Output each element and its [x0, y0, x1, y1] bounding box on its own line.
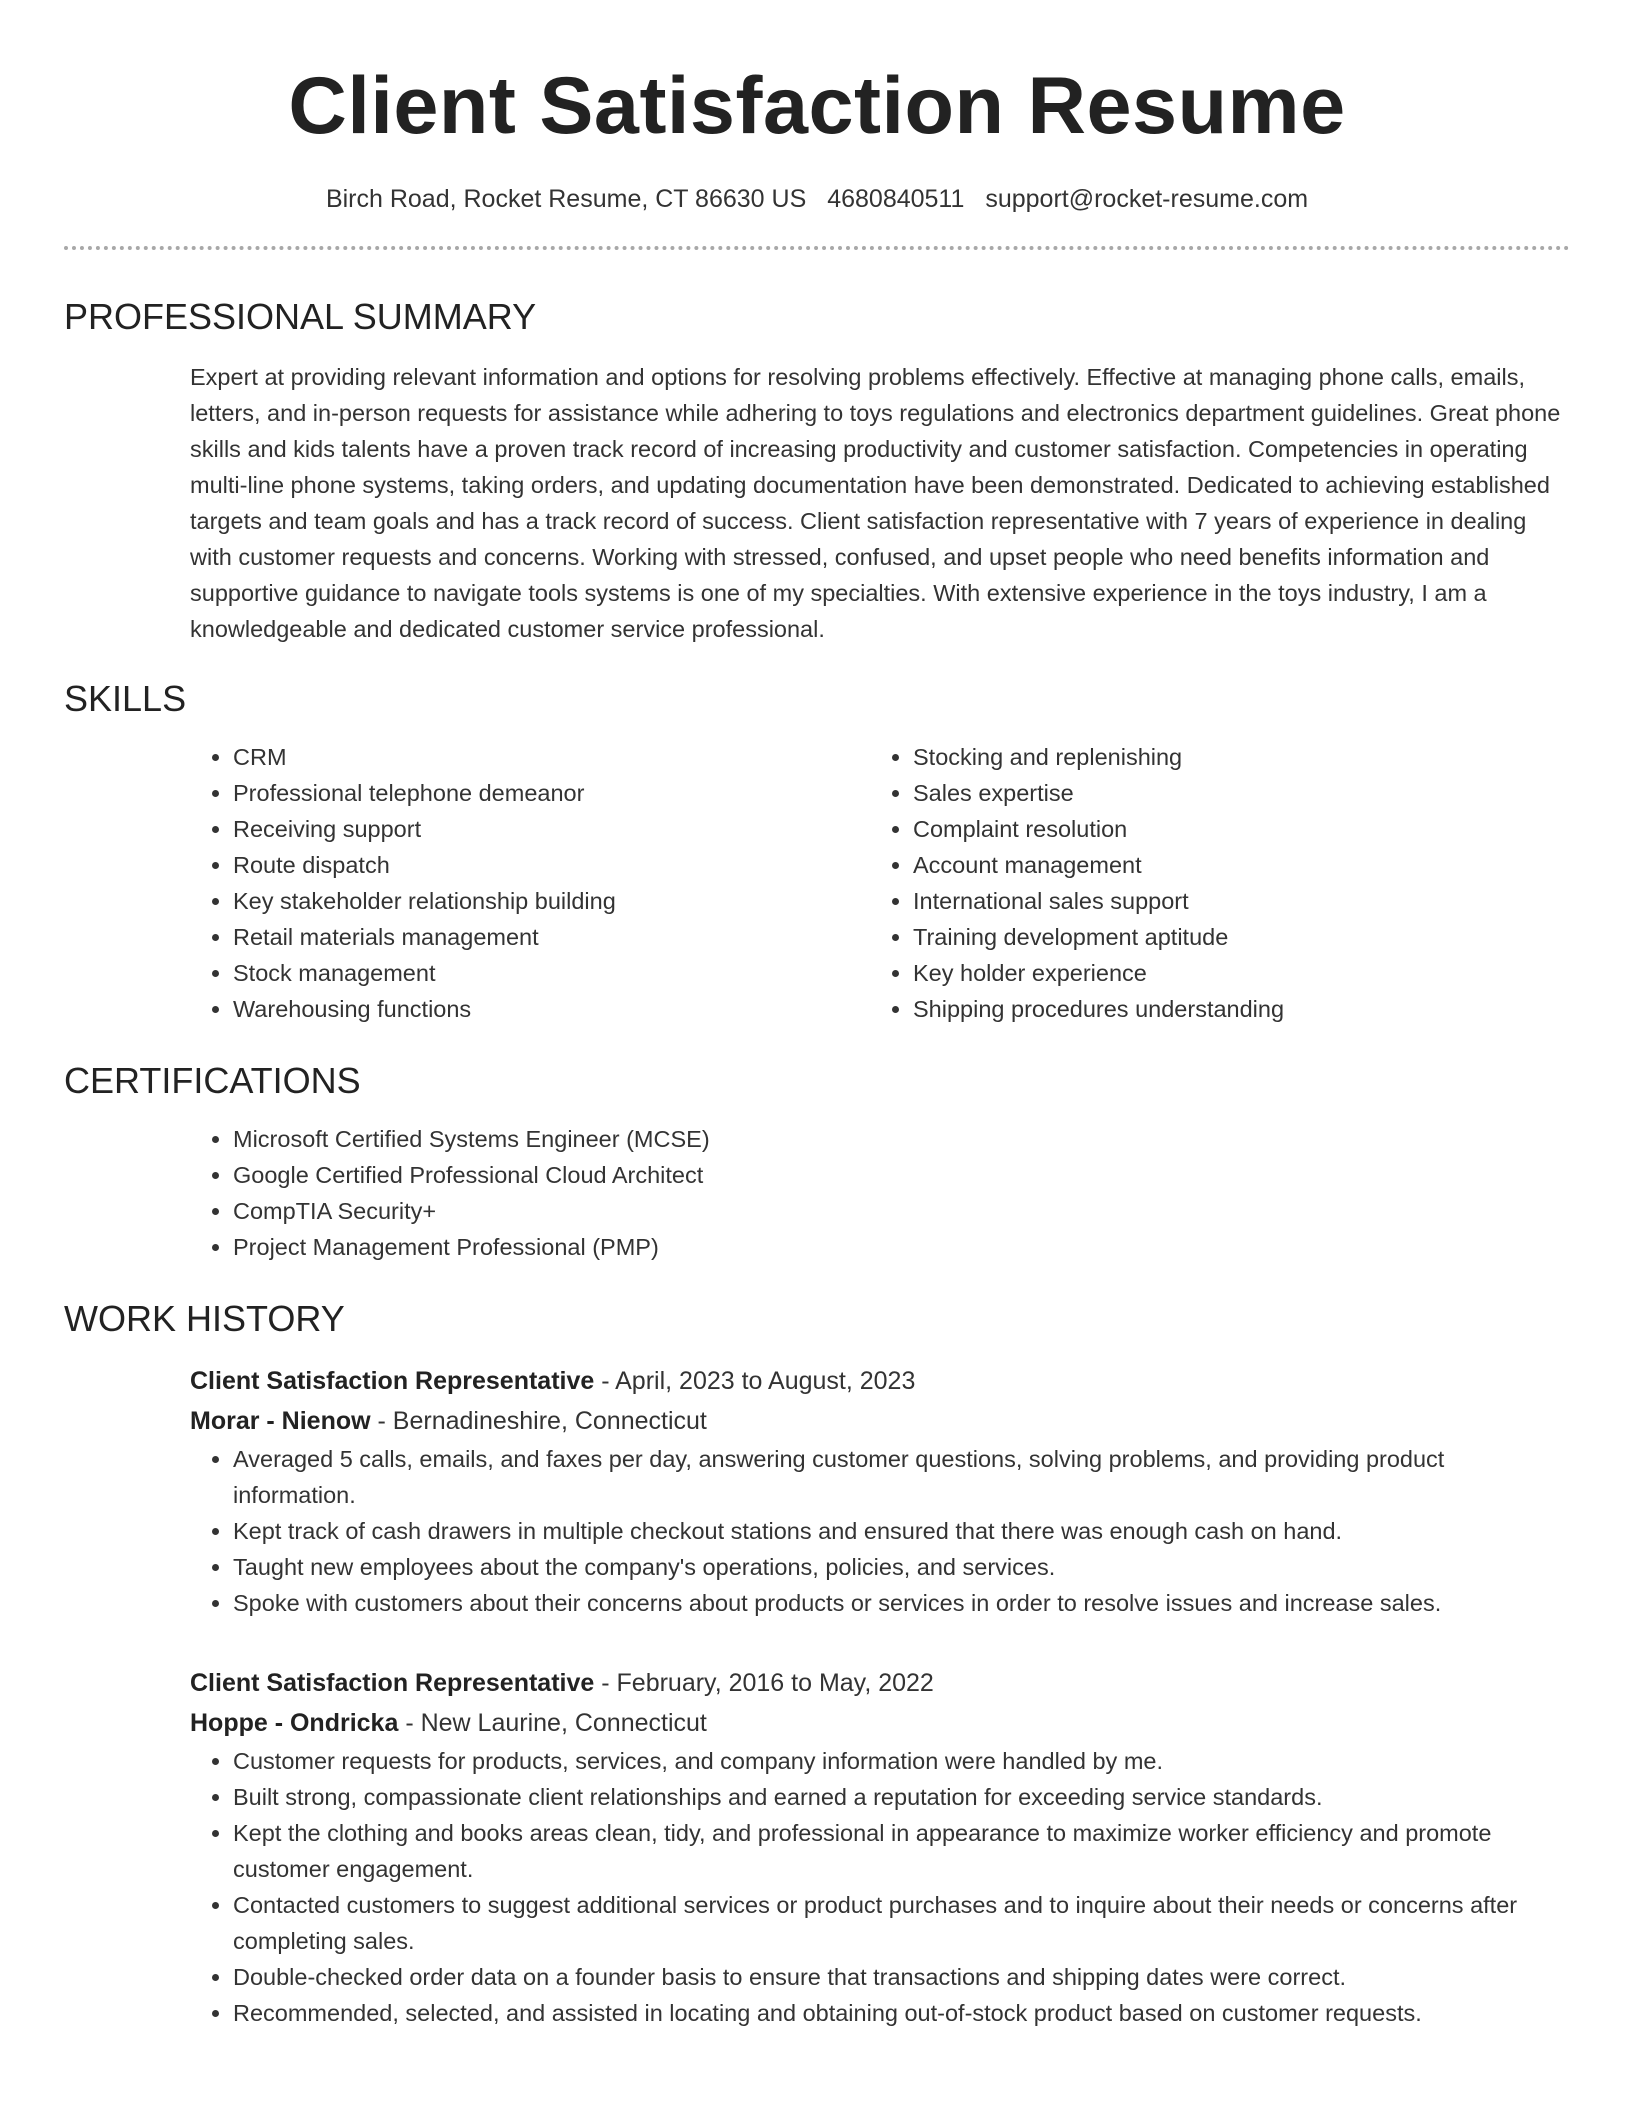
skill-item: • Complaint resolution	[913, 811, 1550, 847]
skill-item: • Training development aptitude	[913, 919, 1550, 955]
skill-item: • Shipping procedures understanding	[913, 991, 1550, 1027]
skill-item: • Professional telephone demeanor	[233, 775, 870, 811]
certifications-list	[190, 1121, 1570, 1265]
skill-item: • Stocking and replenishing	[913, 739, 1550, 775]
certifications-heading: CERTIFICATIONS	[64, 1060, 361, 1101]
job-company: Morar - Nienow	[190, 1407, 371, 1435]
skill-item: • International sales support	[913, 883, 1550, 919]
work-history-heading: WORK HISTORY	[64, 1298, 345, 1339]
certification-item: • Project Management Professional (PMP)	[233, 1229, 1570, 1265]
skill-item: • Key stakeholder relationship building	[233, 883, 870, 919]
certification-item: • Google Certified Professional Cloud Architect	[233, 1157, 1570, 1193]
job-title-line	[190, 1663, 1570, 1703]
job-bullet: • Averaged 5 calls, emails, and faxes per day, answering customer questions, solving problems, and providing product information.	[233, 1441, 1570, 1513]
certification-item: • Microsoft Certified Systems Engineer (MCSE)	[233, 1121, 1570, 1157]
skill-item: • Sales expertise	[913, 775, 1550, 811]
job-company: Hoppe - Ondricka	[190, 1709, 399, 1737]
job-bullet: • Kept track of cash drawers in multiple checkout stations and ensured that there was enough cash on hand.	[233, 1513, 1570, 1549]
job-bullet: • Built strong, compassionate client relationships and earned a reputation for exceeding service standards.	[233, 1779, 1570, 1815]
job-bullet: • Kept the clothing and books areas clean, tidy, and professional in appearance to maximize worker efficiency and promote customer engagement.	[233, 1815, 1570, 1887]
job-location: - New Laurine, Connecticut	[398, 1709, 707, 1737]
skills-column-left	[190, 739, 870, 1027]
job-title: Client Satisfaction Representative	[190, 1669, 595, 1697]
summary-heading: PROFESSIONAL SUMMARY	[64, 296, 537, 337]
summary-text: Expert at providing relevant information and options for resolving problems effectively. Effective at managing phone calls, emails, letters, and in-person requests for assistance while adhering to toys regulations and electronics department guidelines. Great phone skills and kids talents have a proven track record of increasing productivity and customer satisfaction. Competencies in operating multi-line phone systems, taking orders, and updating documentation have been demonstrated. Dedicated to achieving established targets and team goals and has a track record of success. Client satisfaction representative with 7 years of experience in dealing with customer requests and concerns. Working with stressed, confused, and upset people who need benefits information and supportive guidance to navigate tools systems is one of my specialties. With extensive experience in the toys industry, I am a knowledgeable and dedicated customer service professional.	[190, 364, 1561, 642]
certification-item: • CompTIA Security+	[233, 1193, 1570, 1229]
skill-item: • Retail materials management	[233, 919, 870, 955]
job-bullets	[190, 1743, 1570, 2031]
job-dates: - February, 2016 to May, 2022	[594, 1669, 934, 1697]
skills-list-left	[190, 739, 870, 1027]
job-bullet: • Contacted customers to suggest additional services or product purchases and to inquire about their needs or concerns after completing sales.	[233, 1887, 1570, 1959]
skills-column-right	[870, 739, 1550, 1027]
skill-item: • CRM	[233, 739, 870, 775]
certifications-block	[190, 1121, 1570, 1265]
job-location: - Bernadineshire, Connecticut	[370, 1407, 707, 1435]
contact-line	[64, 182, 1570, 216]
job-company-line	[190, 1401, 1570, 1441]
job-title: Client Satisfaction Representative	[190, 1367, 595, 1395]
contact-phone: 4680840511	[827, 185, 965, 213]
skills-heading: SKILLS	[64, 678, 187, 719]
skill-item: • Receiving support	[233, 811, 870, 847]
job-bullet: • Recommended, selected, and assisted in locating and obtaining out-of-stock product based on customer requests.	[233, 1995, 1570, 2031]
header-divider	[64, 246, 1570, 250]
skill-item: • Warehousing functions	[233, 991, 870, 1027]
skills-list-right	[870, 739, 1550, 1027]
resume-title: Client Satisfaction Resume	[288, 61, 1346, 151]
contact-email: support@rocket-resume.com	[985, 185, 1309, 213]
job-entry	[190, 1663, 1570, 2031]
job-bullet: • Double-checked order data on a founder basis to ensure that transactions and shipping dates were correct.	[233, 1959, 1570, 1995]
job-bullet: • Spoke with customers about their concerns about products or services in order to resolve issues and increase sales.	[233, 1585, 1570, 1621]
skill-item: • Stock management	[233, 955, 870, 991]
job-company-line	[190, 1703, 1570, 1743]
job-title-line	[190, 1361, 1570, 1401]
skill-item: • Account management	[913, 847, 1550, 883]
skill-item: • Route dispatch	[233, 847, 870, 883]
contact-address: Birch Road, Rocket Resume, CT 86630 US	[325, 185, 807, 213]
skills-grid	[190, 739, 1570, 1027]
job-bullet: • Taught new employees about the company's operations, policies, and services.	[233, 1549, 1570, 1585]
resume-page	[64, 0, 1570, 2031]
skill-item: • Key holder experience	[913, 955, 1550, 991]
job-bullets	[190, 1441, 1570, 1621]
job-bullet: • Customer requests for products, services, and company information were handled by me.	[233, 1743, 1570, 1779]
job-dates: - April, 2023 to August, 2023	[594, 1367, 916, 1395]
job-entry	[190, 1361, 1570, 1621]
